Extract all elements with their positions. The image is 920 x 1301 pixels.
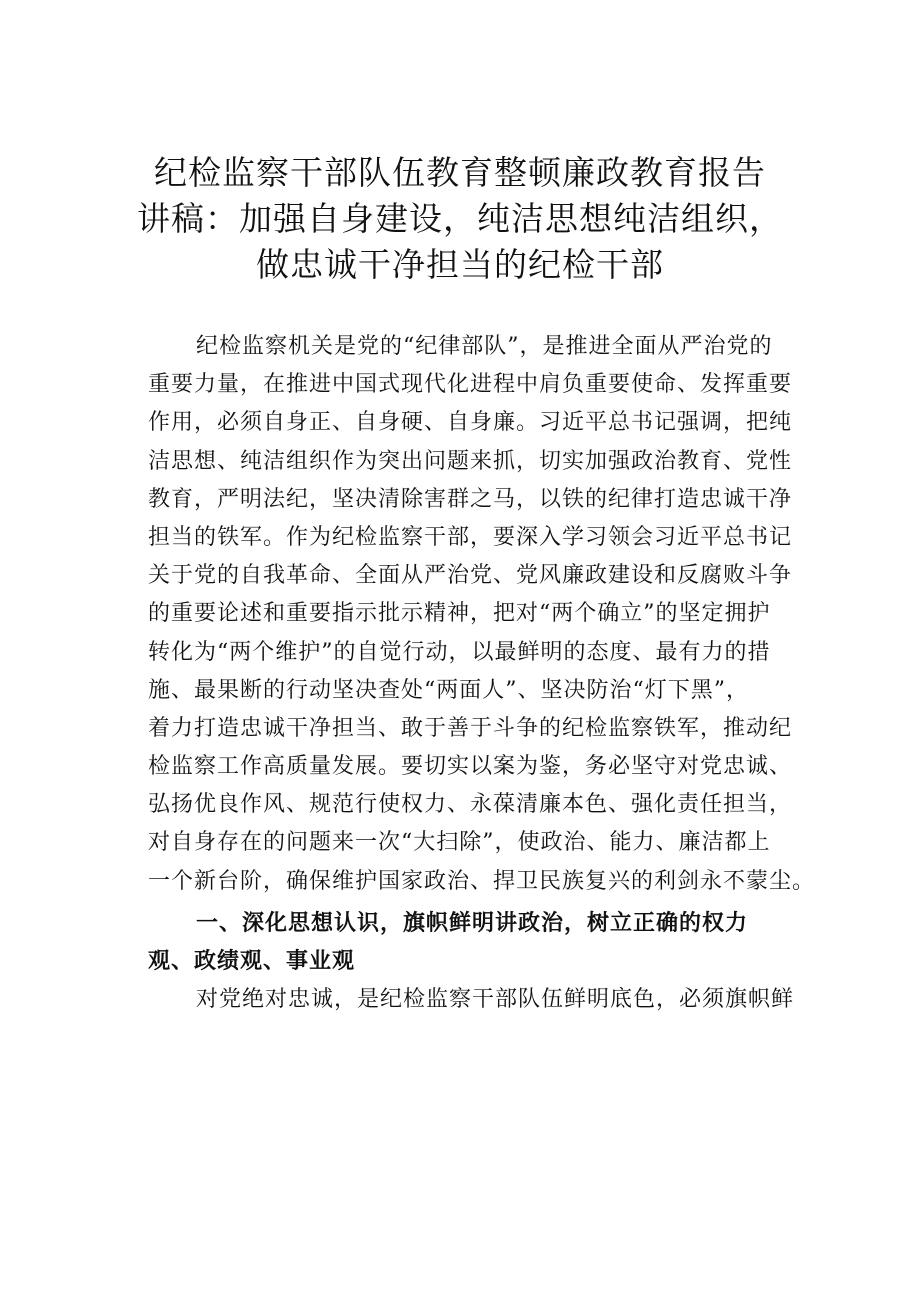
paragraph-line: 关于党的自我革命、全面从严治党、党风廉政建设和反腐败斗争 bbox=[148, 563, 793, 589]
paragraph-line: 施、最果断的行动坚决查处“两面人”、坚决防治“灯下黑”， bbox=[148, 677, 749, 703]
document-body bbox=[148, 328, 816, 1019]
section-heading-line: 一、深化思想认识，旗帜鲜明讲政治，树立正确的权力 bbox=[196, 910, 749, 936]
paragraph-line: 弘扬优良作风、规范行使权力、永葆清廉本色、强化责任担当， bbox=[148, 792, 793, 818]
title-line: 做忠诚干净担当的纪检干部 bbox=[256, 245, 664, 284]
paragraph-line: 着力打造忠诚干净担当、敢于善于斗争的纪检监察铁军，推动纪 bbox=[148, 715, 793, 741]
section-heading bbox=[148, 905, 812, 981]
paragraph-line: 洁思想、纯洁组织作为突出问题来抓，切实加强政治教育、党性 bbox=[148, 448, 793, 474]
title-line: 纪检监察干部队伍教育整顿廉政教育报告 bbox=[154, 153, 766, 192]
paragraph-line: 教育，严明法纪，坚决清除害群之马，以铁的纪律打造忠诚干净 bbox=[148, 486, 793, 512]
paragraph-line: 一个新台阶，确保维护国家政治、捍卫民族复兴的利剑永不蒙尘。 bbox=[148, 868, 816, 894]
paragraph-line: 的重要论述和重要指示批示精神，把对“两个确立”的坚定拥护 bbox=[148, 601, 771, 627]
section-heading-line: 观、政绩观、事业观 bbox=[148, 949, 356, 974]
paragraph-line: 转化为“两个维护”的自觉行动，以最鲜明的态度、最有力的措 bbox=[148, 639, 771, 665]
document-title bbox=[120, 150, 800, 288]
paragraph-intro bbox=[148, 328, 816, 901]
paragraph-line: 检监察工作高质量发展。要切实以案为鉴，务必坚守对党忠诚、 bbox=[148, 754, 793, 780]
paragraph-line: 纪检监察机关是党的“纪律部队”，是推进全面从严治党的 bbox=[196, 334, 773, 359]
paragraph-line: 重要力量，在推进中国式现代化进程中肩负重要使命、发挥重要 bbox=[148, 372, 793, 398]
paragraph-line: 担当的铁军。作为纪检监察干部，要深入学习领会习近平总书记 bbox=[148, 524, 793, 550]
paragraph-line: 对自身存在的问题来一次“大扫除”，使政治、能力、廉洁都上 bbox=[148, 830, 771, 856]
paragraph-line: 对党绝对忠诚，是纪检监察干部队伍鲜明底色，必须旗帜鲜 bbox=[196, 987, 795, 1013]
paragraph-line: 作用，必须自身正、自身硬、自身廉。习近平总书记强调，把纯 bbox=[148, 410, 793, 436]
title-line: 讲稿：加强自身建设，纯洁思想纯洁组织， bbox=[137, 199, 783, 238]
paragraph-section1 bbox=[148, 981, 812, 1019]
